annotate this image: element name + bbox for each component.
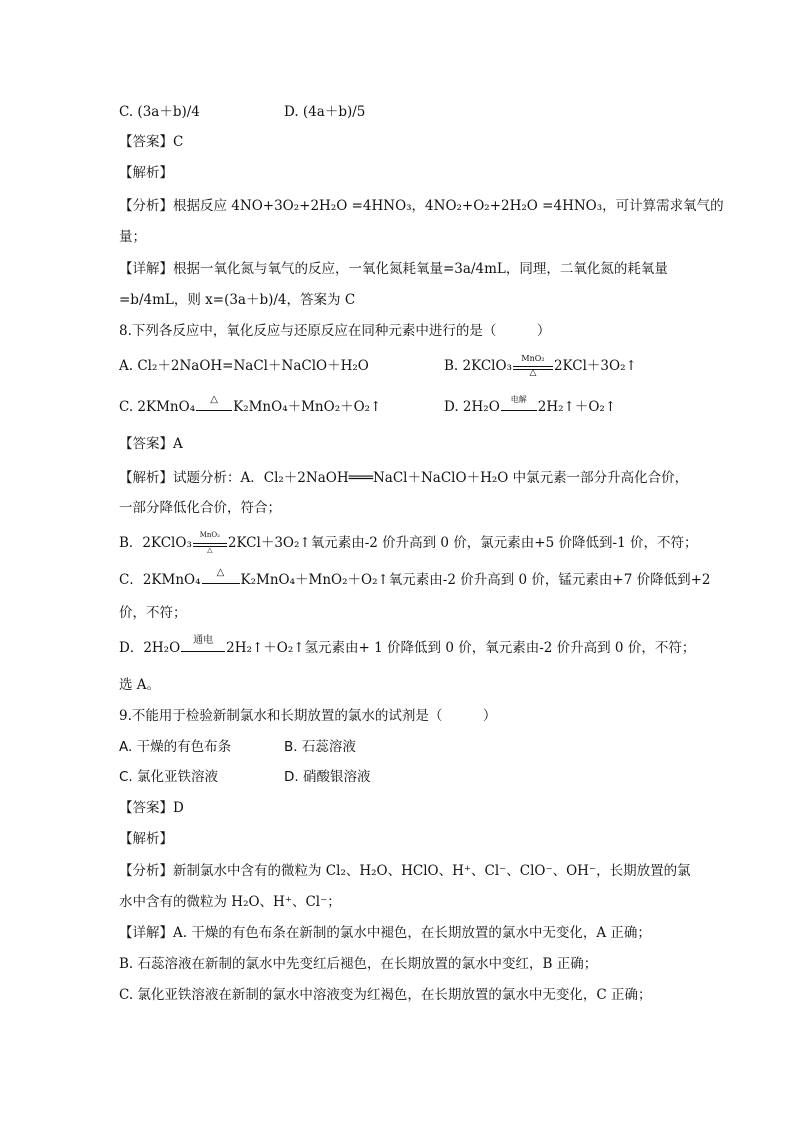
q8-answer: 【答案】A — [119, 436, 183, 452]
q7-analysis-heading: 【解析】 — [119, 165, 173, 181]
q9-option-d: D. 硝酸银溶液 — [284, 769, 371, 785]
q9-answer: 【答案】D — [119, 800, 184, 816]
reaction-arrow-icon: △ — [196, 399, 232, 417]
q9-option-b: B. 石蕊溶液 — [284, 739, 356, 755]
q9-detail-line3: C. 氯化亚铁溶液在新制的氯水中溶液变为红褐色，在长期放置的氯水中无变化，C 正确； — [119, 987, 652, 1003]
q8-exp-line2: 一部分降低化合价，符合； — [119, 500, 281, 516]
q9-detail-line1: 【详解】A. 干燥的有色布条在新制的氯水中褪色，在长期放置的氯水中无变化，A 正确； — [119, 925, 651, 941]
reaction-arrow-icon: 电解 — [501, 399, 537, 417]
q9-option-c: C. 氯化亚铁溶液 — [119, 769, 219, 785]
q8-question: 8.下列各反应中，氧化反应与还原反应在同种元素中进行的是（ ） — [119, 323, 551, 339]
q7-detail-line1: 【详解】根据一氧化氮与氧气的反应，一氧化氮耗氧量=3a/4mL，同理，二氧化氮的耗氧量 — [119, 261, 668, 277]
q7-analysis-line1: 【分析】根据反应 4NO+3O₂+2H₂O =4HNO₃，4NO₂+O₂+2H₂O =4HNO₃，可计算需求氧气的 — [119, 198, 724, 214]
q7-detail-line2: =b/4mL，则 x=(3a＋b)/4，答案为 C — [119, 292, 356, 308]
q9-option-a: A. 干燥的有色布条 — [119, 739, 232, 755]
q8-exp-d: D．2H₂O 通电 2H₂↑＋O₂↑氢元素由+ 1 价降低到 0 价，氧元素由-2 价升高到 0 价，不符； — [119, 634, 696, 656]
q8-exp-c-line2: 价，不符； — [119, 605, 187, 621]
q7-options-row — [119, 103, 366, 121]
q8-options-row1 — [119, 353, 637, 378]
q8-conclusion: 选 A。 — [119, 677, 161, 693]
q7-analysis-line2: 量； — [119, 229, 146, 245]
q7-answer: 【答案】C — [119, 134, 184, 150]
q9-analysis-line2: 水中含有的微粒为 H₂O、H⁺、Cl⁻； — [119, 894, 341, 910]
q8-option-b: B. 2KClO₃ MnO₂ △ 2KCl＋3O₂↑ — [444, 353, 637, 378]
q9-options-row2 — [119, 768, 371, 786]
q9-options-row1 — [119, 738, 356, 756]
q8-exp-c: C．2KMnO₄ △ K₂MnO₄＋MnO₂＋O₂↑氧元素由-2 价升高到 0 价，锰元素由+7 价降低到+2 — [119, 566, 711, 588]
reaction-arrow-icon: △ — [202, 572, 240, 590]
q8-option-c: C. 2KMnO₄ △ K₂MnO₄＋MnO₂＋O₂↑ — [119, 393, 382, 415]
q9-question: 9.不能用于检验新制氯水和长期放置的氯水的试剂是（ ） — [119, 708, 497, 724]
q8-option-d: D. 2H₂O 电解 2H₂↑＋O₂↑ — [444, 394, 617, 415]
q9-analysis-line1: 【分析】新制氯水中含有的微粒为 Cl₂、H₂O、HClO、H⁺、Cl⁻、ClO⁻、OH⁻，长期放置的氯 — [119, 863, 691, 879]
q8-options-row2 — [119, 393, 617, 417]
q7-option-d: D. (4a＋b)/5 — [284, 104, 366, 120]
reaction-arrow-icon: MnO₂ △ — [513, 358, 553, 376]
q8-exp-b: B．2KClO₃ MnO₂ △ 2KCl＋3O₂↑氧元素由-2 价升高到 0 价，氯元素由+5 价降低到-1 价，不符； — [119, 530, 698, 554]
q9-detail-line2: B. 石蕊溶液在新制的氯水中先变红后褪色，在长期放置的氯水中变红，B 正确； — [119, 956, 598, 972]
q8-exp-line1: 【解析】试题分析：A．Cl₂＋2NaOH═══NaCl＋NaClO＋H₂O 中氯元素一部分升高化合价， — [119, 470, 689, 486]
q7-option-c: C. (3a＋b)/4 — [119, 104, 200, 120]
reaction-arrow-icon: 通电 — [181, 640, 225, 658]
reaction-arrow-icon: MnO₂ △ — [193, 535, 227, 553]
q9-analysis-heading: 【解析】 — [119, 831, 173, 847]
q8-option-a: A. Cl₂＋2NaOH=NaCl＋NaClO＋H₂O — [119, 358, 369, 374]
